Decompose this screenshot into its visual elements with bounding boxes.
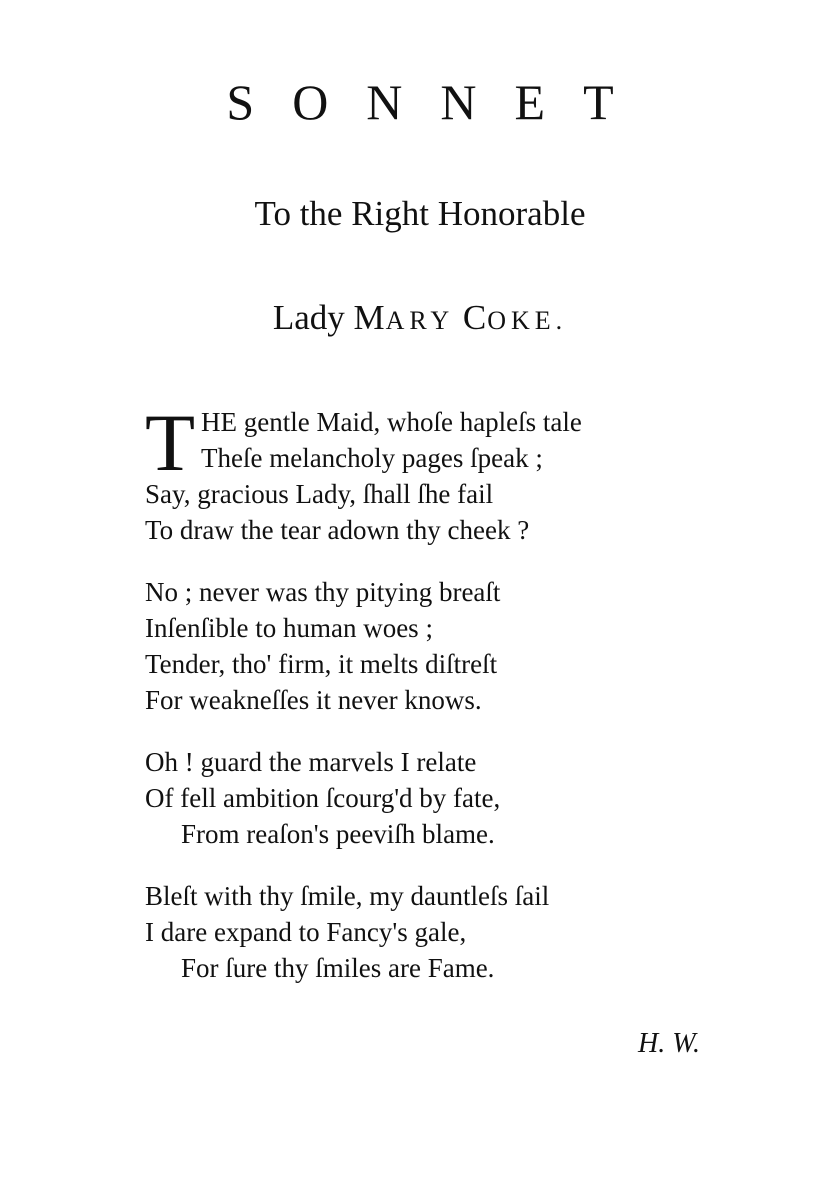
stanza-1 — [145, 397, 765, 548]
poem-line: Of fell ambition ſcourg'd by fate, — [145, 783, 501, 813]
poem-line: No ; never was thy pitying breaſt — [145, 577, 501, 607]
dedication-line-2 — [0, 296, 840, 343]
name-initial-1: M — [353, 298, 386, 337]
poem-line: For ſure thy ſmiles are Fame. — [181, 953, 495, 983]
dedication-line-1: To the Right Honorable — [254, 194, 586, 233]
poem-line: Theſe melancholy pages ſpeak ; — [201, 443, 543, 473]
poem-line: HE gentle Maid, whoſe hapleſs tale — [201, 407, 582, 437]
poem-line: Oh ! guard the marvels I relate — [145, 747, 477, 777]
name-rest-2: OKE. — [487, 306, 568, 335]
name-space — [454, 298, 463, 337]
poem-line: To draw the tear adown thy cheek ? — [145, 515, 530, 545]
drop-cap: T — [145, 397, 196, 488]
poem-line: Bleſt with thy ſmile, my dauntleſs ſail — [145, 881, 550, 911]
author-signature: H. W. — [638, 1028, 700, 1059]
poem-line: Inſenſible to human woes ; — [145, 613, 433, 643]
poem-line: For weakneſſes it never knows. — [145, 685, 482, 715]
stanza-2 — [145, 574, 765, 718]
name-initial-2: C — [462, 298, 488, 337]
poem-line: I dare expand to Fancy's gale, — [145, 917, 467, 947]
name-rest-1: ARY — [385, 306, 455, 335]
poem-line: Tender, tho' firm, it melts diſtreſt — [145, 649, 498, 679]
page-title: SONNET — [226, 74, 652, 130]
dedication-prefix: Lady — [272, 298, 354, 337]
stanza-3 — [145, 744, 765, 852]
poem-line: Say, gracious Lady, ſhall ſhe fail — [145, 479, 494, 509]
stanza-4 — [145, 878, 765, 986]
poem-body — [145, 397, 765, 1012]
poem-line: From reaſon's peeviſh blame. — [181, 819, 495, 849]
